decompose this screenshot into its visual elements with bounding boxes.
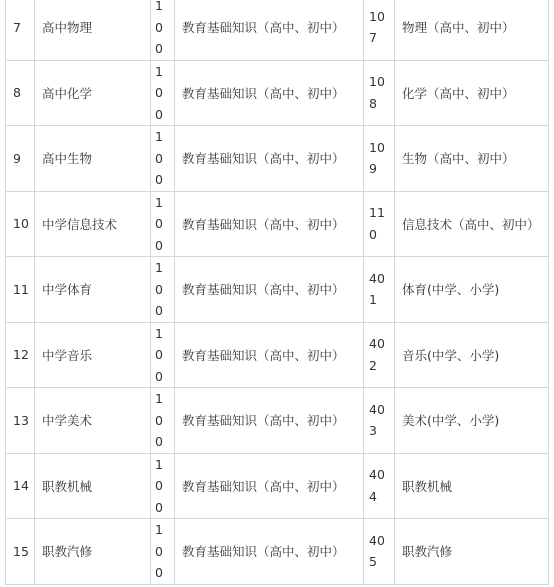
exam2-code-cell-stack xyxy=(369,530,394,573)
table-row xyxy=(6,519,549,585)
exam1-code-cell-line: 0 xyxy=(155,19,163,35)
exam1-code-cell-line: 1 xyxy=(155,325,163,341)
exam2-code-cell-line: 10 xyxy=(369,8,385,24)
exam1-code-cell xyxy=(151,519,175,585)
row-number-cell: 15 xyxy=(6,519,35,585)
exam1-code-cell-stack xyxy=(155,388,174,453)
exam2-code-cell-stack xyxy=(369,333,394,376)
exam1-code-cell-line: 0 xyxy=(155,303,163,318)
exam2-code-cell xyxy=(364,0,395,60)
row-number-cell: 14 xyxy=(6,453,35,519)
exam1-code-cell xyxy=(151,60,175,126)
exam2-code-cell-line: 1 xyxy=(369,292,377,308)
exam1-name-cell: 教育基础知识（高中、初中） xyxy=(175,0,364,60)
exam1-code-cell-stack xyxy=(155,126,174,191)
exam1-code-cell-line: 0 xyxy=(155,499,163,515)
exam1-code-cell xyxy=(151,0,175,60)
exam2-code-cell-line: 40 xyxy=(369,467,385,483)
table-row xyxy=(6,0,549,60)
exam2-code-cell-line: 40 xyxy=(369,336,385,352)
exam1-code-cell-line: 0 xyxy=(155,368,163,384)
exam2-code-cell-stack xyxy=(369,6,394,49)
exam1-code-cell-stack xyxy=(155,257,174,322)
exam2-name-cell: 体育(中学、小学) xyxy=(395,257,549,323)
exam1-name-cell: 教育基础知识（高中、初中） xyxy=(175,322,364,388)
exam1-code-cell-stack xyxy=(155,323,174,388)
row-number-cell: 9 xyxy=(6,126,35,192)
exam1-code-cell-line: 0 xyxy=(155,106,163,122)
row-number-cell: 10 xyxy=(6,191,35,257)
exam2-code-cell-line: 3 xyxy=(369,423,377,439)
exam1-name-cell: 教育基础知识（高中、初中） xyxy=(175,257,364,323)
exam1-code-cell xyxy=(151,126,175,192)
exam1-code-cell-line: 1 xyxy=(155,129,163,144)
exam2-code-cell xyxy=(364,519,395,585)
exam2-name-cell: 美术(中学、小学) xyxy=(395,388,549,454)
subject-name-cell: 中学美术 xyxy=(35,388,151,454)
exam1-code-cell-line: 0 xyxy=(155,216,163,231)
exam1-code-cell-line: 1 xyxy=(155,522,163,537)
exam2-code-cell-line: 4 xyxy=(369,488,377,504)
table-row xyxy=(6,60,549,126)
exam1-code-cell xyxy=(151,322,175,388)
subject-name-cell: 职教汽修 xyxy=(35,519,151,585)
subject-exam-table xyxy=(5,0,549,585)
exam1-code-cell-line: 1 xyxy=(155,63,163,79)
exam2-code-cell-line: 8 xyxy=(369,95,377,111)
exam1-code-cell-line: 0 xyxy=(155,41,163,56)
exam2-code-cell xyxy=(364,453,395,519)
exam2-code-cell-line: 11 xyxy=(369,205,385,221)
row-number-cell: 7 xyxy=(6,0,35,60)
exam2-code-cell xyxy=(364,322,395,388)
row-number-cell: 11 xyxy=(6,257,35,323)
exam2-code-cell-stack xyxy=(369,71,394,114)
exam1-code-cell-line: 0 xyxy=(155,237,163,253)
exam1-code-cell xyxy=(151,453,175,519)
exam2-code-cell-line: 40 xyxy=(369,532,385,548)
exam1-code-cell-line: 0 xyxy=(155,85,163,100)
exam1-code-cell-line: 0 xyxy=(155,478,163,493)
exam2-code-cell-line: 9 xyxy=(369,161,377,177)
exam2-code-cell-line: 10 xyxy=(369,74,385,90)
exam1-code-cell-line: 0 xyxy=(155,347,163,362)
table-row xyxy=(6,191,549,257)
exam1-code-cell-line: 0 xyxy=(155,412,163,428)
exam1-code-cell-line: 0 xyxy=(155,434,163,449)
table-body xyxy=(6,0,549,584)
exam2-code-cell-stack xyxy=(369,202,394,245)
exam2-code-cell xyxy=(364,191,395,257)
subject-name-cell: 中学音乐 xyxy=(35,322,151,388)
exam1-code-cell-line: 1 xyxy=(155,260,163,275)
exam1-code-cell-line: 1 xyxy=(155,391,163,406)
exam2-code-cell-line: 5 xyxy=(369,554,377,570)
exam2-name-cell: 音乐(中学、小学) xyxy=(395,322,549,388)
row-number-cell: 12 xyxy=(6,322,35,388)
row-number-cell: 8 xyxy=(6,60,35,126)
exam2-code-cell-stack xyxy=(369,399,394,442)
table-row xyxy=(6,257,549,323)
exam1-code-cell xyxy=(151,257,175,323)
exam2-name-cell: 物理（高中、初中） xyxy=(395,0,549,60)
subject-name-cell: 高中化学 xyxy=(35,60,151,126)
exam1-name-cell: 教育基础知识（高中、初中） xyxy=(175,126,364,192)
exam1-name-cell: 教育基础知识（高中、初中） xyxy=(175,388,364,454)
exam2-code-cell-line: 7 xyxy=(369,30,377,46)
exam2-code-cell-line: 40 xyxy=(369,401,385,417)
exam1-name-cell: 教育基础知识（高中、初中） xyxy=(175,453,364,519)
exam2-code-cell xyxy=(364,257,395,323)
exam2-code-cell xyxy=(364,126,395,192)
exam1-code-cell-stack xyxy=(155,61,174,126)
exam1-code-cell-line: 0 xyxy=(155,172,163,187)
exam1-code-cell-line: 1 xyxy=(155,194,163,210)
subject-name-cell: 职教机械 xyxy=(35,453,151,519)
row-number-cell: 13 xyxy=(6,388,35,454)
exam1-code-cell-stack xyxy=(155,192,174,257)
table-row xyxy=(6,388,549,454)
subject-name-cell: 中学信息技术 xyxy=(35,191,151,257)
exam2-code-cell-stack xyxy=(369,464,394,507)
exam2-code-cell-line: 0 xyxy=(369,226,377,242)
exam2-code-cell-line: 40 xyxy=(369,270,385,286)
table-row xyxy=(6,453,549,519)
exam2-code-cell-line: 2 xyxy=(369,357,377,373)
exam2-name-cell: 信息技术（高中、初中） xyxy=(395,191,549,257)
exam1-name-cell: 教育基础知识（高中、初中） xyxy=(175,519,364,585)
exam1-code-cell-line: 0 xyxy=(155,543,163,559)
exam2-name-cell: 职教汽修 xyxy=(395,519,549,585)
exam1-code-cell xyxy=(151,388,175,454)
exam1-code-cell-stack xyxy=(155,454,174,519)
exam2-name-cell: 生物（高中、初中） xyxy=(395,126,549,192)
subject-name-cell: 中学体育 xyxy=(35,257,151,323)
table-row xyxy=(6,126,549,192)
exam1-code-cell-line: 0 xyxy=(155,281,163,297)
exam1-code-cell-stack xyxy=(155,0,174,60)
exam2-code-cell-stack xyxy=(369,268,394,311)
exam1-name-cell: 教育基础知识（高中、初中） xyxy=(175,191,364,257)
exam1-code-cell-stack xyxy=(155,519,174,584)
exam2-name-cell: 职教机械 xyxy=(395,453,549,519)
exam1-name-cell: 教育基础知识（高中、初中） xyxy=(175,60,364,126)
table-row xyxy=(6,322,549,388)
exam1-code-cell-line: 0 xyxy=(155,150,163,166)
exam2-code-cell xyxy=(364,60,395,126)
subject-name-cell: 高中物理 xyxy=(35,0,151,60)
exam1-code-cell-line: 0 xyxy=(155,565,163,580)
exam2-code-cell-line: 10 xyxy=(369,139,385,155)
exam2-code-cell-stack xyxy=(369,137,394,180)
exam1-code-cell-line: 1 xyxy=(155,0,163,13)
exam2-code-cell xyxy=(364,388,395,454)
exam2-name-cell: 化学（高中、初中） xyxy=(395,60,549,126)
exam1-code-cell xyxy=(151,191,175,257)
exam1-code-cell-line: 1 xyxy=(155,456,163,472)
subject-name-cell: 高中生物 xyxy=(35,126,151,192)
